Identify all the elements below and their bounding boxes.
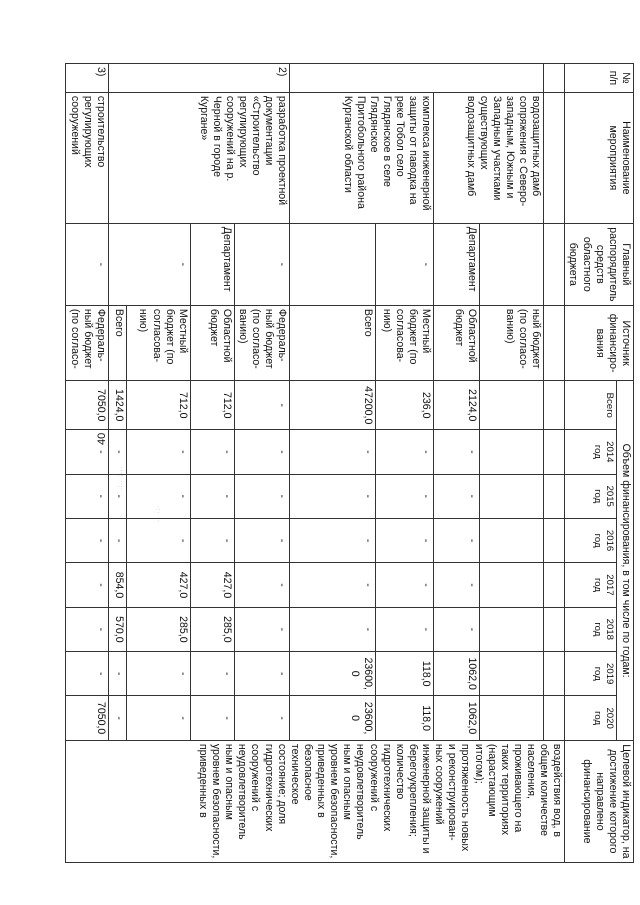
value-total: 7050,0 (66, 381, 108, 430)
header-col-2015: 2015 год (565, 474, 617, 518)
value-total: 236,0 (376, 381, 434, 430)
header-col-2014: 2014 год (565, 430, 617, 474)
table-row: - Местный бюджет (по согласова-нию) 712,0 - - - 427,0 285,0 - - (126, 64, 190, 863)
value-total: 2124,0 (434, 381, 480, 430)
row-number (290, 64, 544, 93)
header-admin: Главный распорядитель средств областного бюджета (565, 223, 634, 305)
source-cell: Всего (290, 305, 376, 380)
value-total: 1424,0 (108, 381, 126, 430)
admin-cell (290, 223, 376, 305)
admin-cell: - (66, 223, 108, 305)
source-cell: Федераль-ный бюджет (по согласо- (66, 305, 108, 380)
row-number: 2) (108, 64, 290, 93)
rotated-table-wrapper (68, 63, 634, 863)
table-row: комплекса инженерной защиты от паводка на реке Тобол село Глядянское в селе Глядянское Притобольного района Курганской области - Местный бюджет (по согласова-нию) 236,0 - - - - - 118,0 118,0 (376, 64, 434, 863)
admin-cell: - (234, 223, 290, 305)
admin-cell: - (376, 223, 434, 305)
value-total: 712,0 (190, 381, 234, 430)
measure-name: комплекса инженерной защиты от паводка на реке Тобол село Глядянское в селе Глядянское Притобольного района Курганской области (290, 92, 434, 223)
source-cell: Местный бюджет (по согласова-нию) (126, 305, 190, 380)
header-number: № п/п (565, 64, 634, 93)
value-total: 47200,0 (290, 381, 376, 430)
indicator-cell: воздействия вод, в общем количестве населения, проживающего на таких территориях (нарастающим итогом); протяженность новых и реконструирован-ных сооружений инженерной защиты и берегоукрепления; количество гидротехнических сооружений с неудовлетворитель ным и опасным уровнем безопасности, приведенных в безопасное техническое состояние; доля гидротехнических сооружений с неудовлетворитель ным и опасным уровнем безопасности, приведенных в (66, 740, 565, 862)
admin-cell: - (108, 223, 190, 305)
header-col-total: Всего (565, 381, 617, 430)
admin-cell: Департамент (434, 223, 480, 305)
table-row: Департамент Областной бюджет 2124,0 - - - - - 1062,0 1062,0 (434, 64, 480, 863)
header-col-2017: 2017 год (565, 563, 617, 607)
source-cell: Местный бюджет (по согласова-нию) (376, 305, 434, 380)
source-cell: Областной бюджет (190, 305, 234, 380)
page-number: 40 (96, 432, 108, 445)
header-col-2020: 2020 год (565, 696, 617, 740)
table-row: 2) разработка проектной документации «Строительство регулирующих сооружений на р. Черной в городе Кургане» - Федераль-ный бюджет (по согласо-ванию) - - - - - - - - (234, 64, 290, 863)
source-cell: Всего (108, 305, 126, 380)
header-source: Источник финансиро-вания (565, 305, 634, 380)
measure-name: разработка проектной документации «Строительство регулирующих сооружений на р. Черной в городе Кургане» (108, 92, 290, 223)
table-row: Департамент Областной бюджет 712,0 - - - 427,0 285,0 - - (190, 64, 234, 863)
row-number: 3) (66, 64, 108, 93)
measure-name: строительство регулирующих сооружений (66, 92, 108, 223)
header-indicator: Целевой индикатор, на достижение которого направлено финансирование (565, 740, 634, 862)
header-col-2018: 2018 год (565, 607, 617, 651)
measure-name: водозащитных дамб сопряжения с Северо-западным, Южным и Западным участками существующих водозащитных дамб (434, 92, 544, 223)
admin-cell (480, 223, 544, 305)
admin-cell: Департамент (190, 223, 234, 305)
value-total: 712,0 (126, 381, 190, 430)
header-volume: Объем финансирования, в том числе по годам: (617, 381, 634, 741)
source-cell: Областной бюджет (434, 305, 480, 380)
table-row: Всего 1424,0 - - - 854,0 570,0 - - (108, 64, 126, 863)
header-col-2016: 2016 год (565, 518, 617, 562)
financing-table (66, 63, 635, 863)
table-row: 3) строительство регулирующих сооружений - Федераль-ный бюджет (по согласо- 7050,0 - - - - - - 7050,0 (66, 64, 108, 863)
source-cell: Федераль-ный бюджет (по согласо-ванию) (234, 305, 290, 380)
header-col-2019: 2019 год (565, 652, 617, 696)
stray-mark: .:.. ;... (118, 465, 124, 490)
stray-mark: ·. ·:· (156, 505, 162, 522)
table-row (544, 64, 565, 863)
header-name: Наименование мероприятия (565, 92, 634, 223)
table-row: Всего 47200,0 - - - - - 23600,0 23600,0 (290, 64, 376, 863)
source-cell: ный бюджет (по согласо-ванию) (480, 305, 544, 380)
